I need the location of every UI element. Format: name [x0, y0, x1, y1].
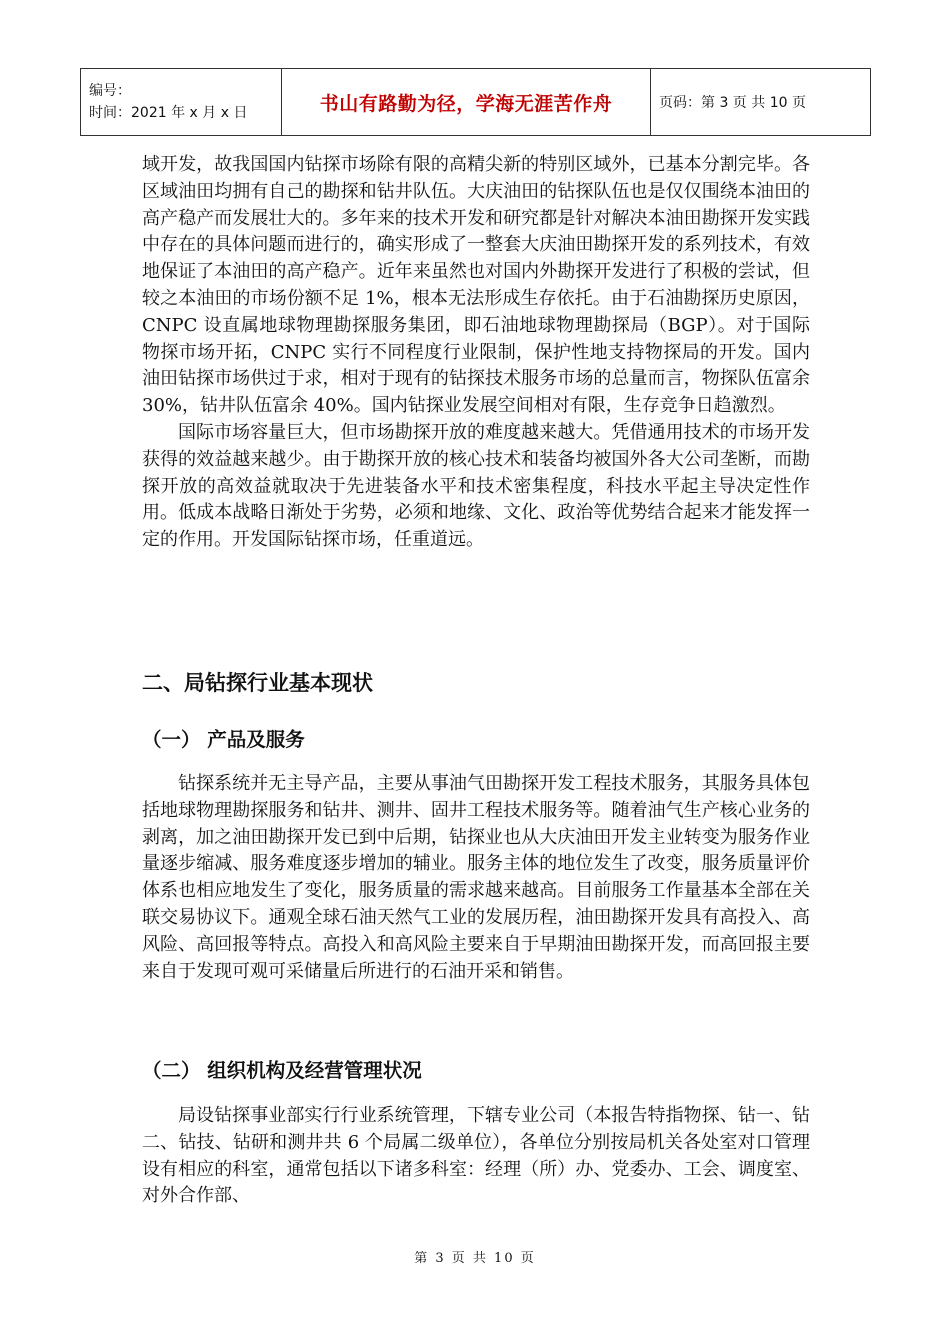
- subsection-heading-1: （一） 产品及服务: [142, 728, 305, 751]
- section-body-1: [142, 771, 810, 985]
- section-body-2: [142, 1103, 810, 1210]
- paragraph-4: 局设钻探事业部实行行业系统管理，下辖专业公司（本报告特指物探、钻一、钻二、钻技、钻研和测井共 6 个局属二级单位），各单位分别按局机关各处室对口管理设有相应的科室，通常包括以下诸多科室：经理（所）办、党委办、工会、调度室、对外合作部、: [142, 1105, 810, 1207]
- document-number-label: 编号：: [89, 83, 131, 99]
- paragraph-2: 国际市场容量巨大，但市场勘探开放的难度越来越大。凭借通用技术的市场开发获得的效益越来越少。由于勘探开放的核心技术和装备均被国外各大公司垄断，而勘探开放的高效益就取决于先进装备水平和技术密集程度，科技水平起主导决定性作用。低成本战略日渐处于劣势，必须和地缘、文化、政治等优势结合起来才能发挥一定的作用。开发国际钻探市场，任重道远。: [142, 421, 810, 551]
- subsection-heading-2: （二） 组织机构及经营管理状况: [142, 1059, 422, 1082]
- document-header: [80, 68, 871, 136]
- section-heading-2: 二、局钻探行业基本现状: [142, 671, 373, 695]
- paragraph-3: 钻探系统并无主导产品，主要从事油气田勘探开发工程技术服务，其服务具体包括地球物理勘探服务和钻井、测井、固井工程技术服务等。随着油气生产核心业务的剥离，加之油田勘探开发已到中后期，钻探业也从大庆油田开发主业转变为服务作业量逐步缩减、服务难度逐步增加的辅业。服务主体的地位发生了改变，服务质量评价体系也相应地发生了变化，服务质量的需求越来越高。目前服务工作量基本全部在关联交易协议下。通观全球石油天然气工业的发展历程，油田勘探开发具有高投入、高风险、高回报等特点。高投入和高风险主要来自于早期油田勘探开发，而高回报主要来自于发现可观可采储量后所进行的石油开采和销售。: [142, 773, 810, 982]
- document-date: 时间：2021 年 x 月 x 日: [89, 105, 248, 121]
- header-meta-cell: [81, 69, 282, 136]
- header-motto: 书山有路勤为径，学海无涯苦作舟: [282, 69, 651, 136]
- paragraph-1: 域开发，故我国国内钻探市场除有限的高精尖新的特别区域外，已基本分割完毕。各区域油田均拥有自己的勘探和钻井队伍。大庆油田的钻探队伍也是仅仅围绕本油田的高产稳产而发展壮大的。多年来的技术开发和研究都是针对解决本油田勘探开发实践中存在的具体问题而进行的，确实形成了一整套大庆油田勘探开发的系列技术，有效地保证了本油田的高产稳产。近年来虽然也对国内外勘探开发进行了积极的尝试，但较之本油田的市场份额不足 1%，根本无法形成生存依托。由于石油勘探历史原因，CNPC 设直属地球物理勘探服务集团，即石油地球物理勘探局（BGP）。对于国际物探市场开拓，CNPC 实行不同程度行业限制，保护性地支持物探局的开发。国内油田钻探市场供过于求，相对于现有的钻探技术服务市场的总量而言，物探队伍富余 30%，钻井队伍富余 40%。国内钻探业发展空间相对有限，生存竞争日趋激烈。: [142, 154, 810, 417]
- document-body: [142, 152, 810, 554]
- page-footer: 第 3 页 共 10 页: [414, 1251, 536, 1266]
- header-page-info: 页码：第 3 页 共 10 页: [651, 69, 871, 136]
